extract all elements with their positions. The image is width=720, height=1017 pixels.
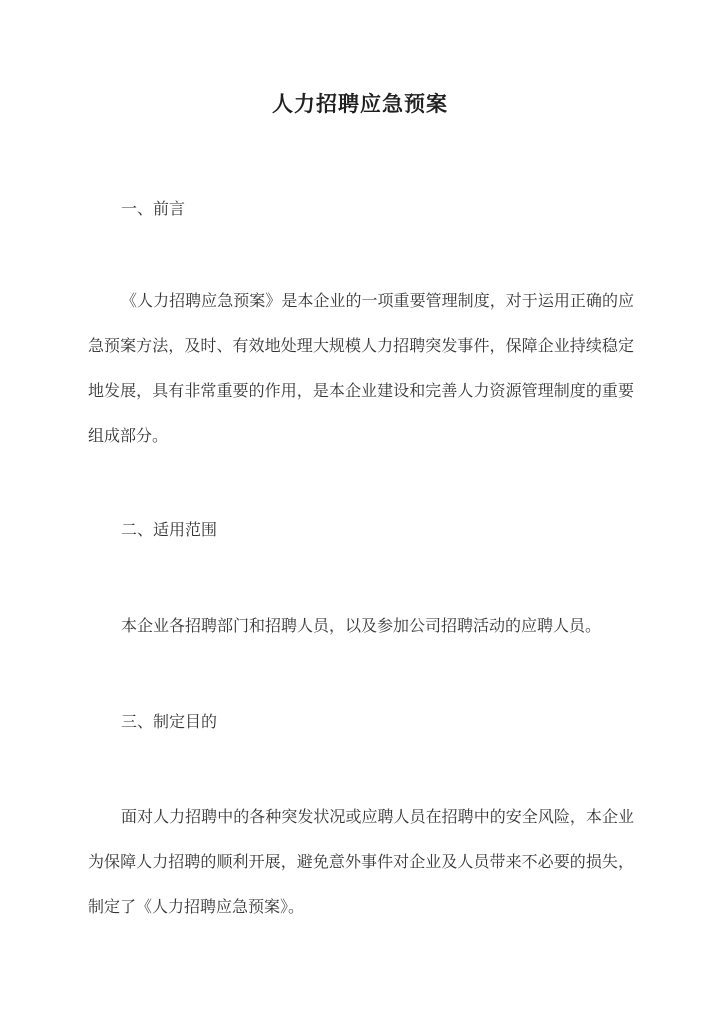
- section-heading-preface: 一、前言: [121, 199, 186, 218]
- section-heading-scope: 二、适用范围: [121, 520, 218, 539]
- section-paragraph-purpose: 面对人力招聘中的各种突发状况或应聘人员在招聘中的安全风险，本企业为保障人力招聘的顺利开展，避免意外事件对企业及人员带来不必要的损失，制定了《人力招聘应急预案》。: [88, 807, 634, 916]
- section-heading-purpose: 三、制定目的: [121, 712, 218, 731]
- document-title: 人力招聘应急预案: [272, 91, 448, 116]
- section-paragraph-scope: 本企业各招聘部门和招聘人员，以及参加公司招聘活动的应聘人员。: [121, 616, 602, 635]
- section-paragraph-preface: 《人力招聘应急预案》是本企业的一项重要管理制度，对于运用正确的应急预案方法，及时、有效地处理大规模人力招聘突发事件，保障企业持续稳定地发展，具有非常重要的作用，是本企业建设和完善人力资源管理制度的重要组成部分。: [88, 291, 634, 445]
